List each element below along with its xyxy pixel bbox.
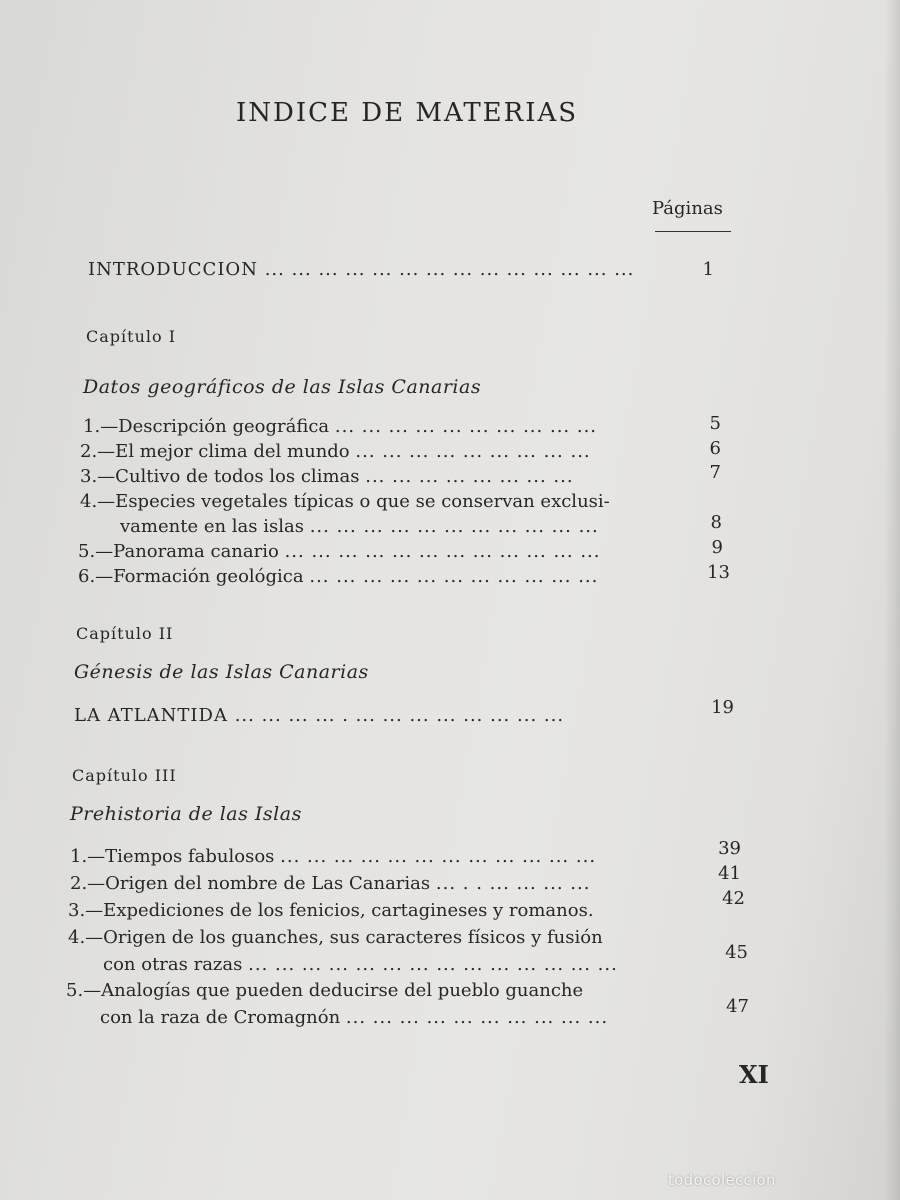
entry-text: vamente en las islas [120,516,304,537]
toc-entry [83,416,597,438]
page-number: 13 [707,562,730,583]
leader-dots: ... ... ... ... ... ... ... ... ... ... ... [309,566,599,587]
leader-dots: ... ... ... ... . ... ... ... ... ... ... ... ... [234,705,565,726]
page-number: 47 [726,996,749,1017]
watermark: todocoleccion [668,1171,776,1189]
leader-dots: ... . . ... ... ... ... [435,873,591,894]
toc-entry [80,441,591,463]
page-folio: XI [739,1060,769,1089]
entry-text: 5.—Panorama canario [78,541,279,562]
column-header-rule [655,231,731,232]
toc-entry [70,873,590,895]
toc-entry [78,566,598,588]
page-number: 9 [711,537,723,558]
leader-dots: ... ... ... ... ... ... ... ... ... ... ... [309,516,599,537]
toc-entry [103,954,618,976]
pages-column-header: Páginas [652,198,723,219]
page-number: 41 [718,863,741,884]
entry-text: 2.—Origen del nombre de Las Canarias [70,873,431,894]
entry-text: con la raza de Cromagnón [100,1007,341,1028]
chapter-heading: Capítulo I [86,327,177,346]
toc-entry: 5.—Analogías que pueden deducirse del pueblo guanche [66,980,584,1001]
toc-entry [120,516,599,538]
chapter-heading: Capítulo II [76,624,174,643]
leader-dots: ... ... ... ... ... ... ... ... ... ... ... ... ... ... [264,259,635,280]
chapter-subtitle: Prehistoria de las Islas [70,803,302,825]
leader-dots: ... ... ... ... ... ... ... ... ... ... [345,1007,609,1028]
leader-dots: ... ... ... ... ... ... ... ... ... ... ... ... ... ... [248,954,618,975]
entry-text: 6.—Formación geológica [78,566,304,587]
chapter-subtitle: Génesis de las Islas Canarias [74,661,369,683]
toc-entry: 3.—Expediciones de los fenicios, cartagineses y romanos. [68,900,594,921]
page-number: 45 [725,942,748,963]
leader-dots: ... ... ... ... ... ... ... ... ... ... ... ... [284,541,601,562]
page-number: 42 [722,888,745,909]
toc-entry [80,466,574,488]
leader-dots: ... ... ... ... ... ... ... ... ... ... ... ... [280,846,597,867]
leader-dots: ... ... ... ... ... ... ... ... [365,466,574,487]
entry-text: 1.—Tiempos fabulosos [70,846,275,867]
chapter-heading: Capítulo III [72,766,177,785]
toc-entry-introduccion [88,259,634,281]
toc-entry [100,1007,608,1029]
page-title: INDICE DE MATERIAS [236,98,579,128]
leader-dots: ... ... ... ... ... ... ... ... ... [355,441,591,462]
entry-text: 2.—El mejor clima del mundo [80,441,350,462]
entry-text: 3.—Cultivo de todos los climas [80,466,360,487]
page-number: 1 [702,259,714,280]
toc-entry-la-atlantida [74,705,564,727]
page-number: 39 [718,838,741,859]
toc-entry: 4.—Origen de los guanches, sus caracteres físicos y fusión [68,927,603,948]
chapter-subtitle: Datos geográficos de las Islas Canarias [83,376,482,398]
toc-entry: 4.—Especies vegetales típicas o que se conservan exclusi- [80,491,610,512]
page-number: 5 [709,413,721,434]
toc-entry [70,846,596,868]
page-number: 6 [709,438,721,459]
page-number: 8 [710,512,722,533]
entry-text: 1.—Descripción geográfica [83,416,330,437]
toc-entry [78,541,601,563]
page-number: 7 [709,462,721,483]
entry-text: LA ATLANTIDA [74,705,228,726]
entry-text: INTRODUCCION [88,259,258,280]
leader-dots: ... ... ... ... ... ... ... ... ... ... [334,416,598,437]
page-edge-shadow [884,0,900,1200]
entry-text: con otras razas [103,954,243,975]
page-number: 19 [711,697,734,718]
